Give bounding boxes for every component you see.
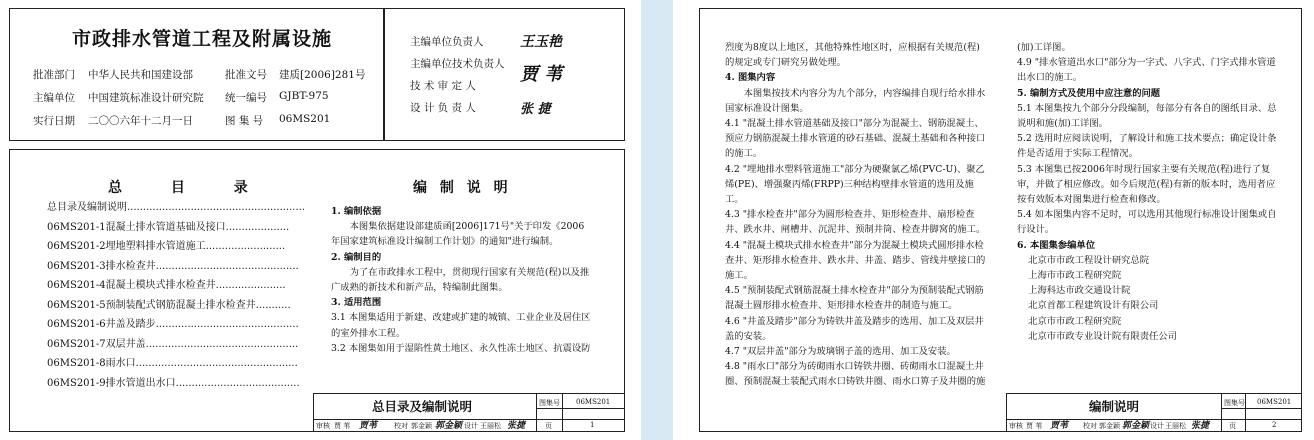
title-block-reviewer-signature: 贾苇 (1050, 421, 1069, 431)
title-block-page-no: 2 (1272, 421, 1277, 429)
paragraph: 5.3 本图集已按2006年时现行国家主要有关规范(程)进行了复审，并做了相应修改。如今后规范(程)有新的版本时，选用者应按有效版本对图集进行检查和修改。 (1017, 163, 1276, 206)
approval-no: 建质[2006]281号 (279, 69, 366, 81)
title-block-designer: 王丽松 (480, 422, 501, 430)
atlas-no: 06MS201 (279, 113, 331, 125)
signature-3: 张 捷 (520, 102, 551, 117)
toc-item: 06MS201-1 混凝土排水管道基础及接口 .................... (47, 221, 290, 233)
atlas-no-label: 图 集 号 (225, 115, 264, 127)
title-block-atlas-no: 06MS201 (576, 398, 611, 406)
role-tech-chief: 主编单位技术负责人 (410, 58, 505, 70)
title-block-designer: 王丽松 (1165, 422, 1186, 430)
editor-unit-label: 主编单位 (33, 92, 75, 104)
page-1 (0, 0, 641, 440)
title-block-page-no: 1 (590, 421, 595, 429)
title-block-reviewer: 贾 苇 (1026, 422, 1043, 430)
paragraph: 烈度为8度以上地区，其他特殊性地区时，应根据有关规范(程)的规定或专门研究另做处理。 (725, 42, 980, 69)
paragraph: 3. 适用范围 (331, 297, 382, 309)
toc-item: 06MS201-6 井盖及踏步 ............................................. (47, 319, 299, 330)
approval-no-label: 批准文号 (225, 69, 267, 81)
title-block-reviewer: 贾 苇 (334, 422, 351, 430)
title-block (1006, 393, 1302, 432)
title-block-checker-signature: 郭金颖 (1122, 421, 1150, 431)
participant: 上海市市政工程研究院 (1028, 270, 1122, 282)
participant: 北京市市政专业设计院有限责任公司 (1028, 330, 1177, 342)
toc-item: 06MS201-7 双层井盖 ................................................ (47, 338, 299, 350)
paragraph: 5. 编制方式及使用中应注意的问题 (1017, 87, 1161, 99)
right-column (1017, 40, 1281, 344)
participant: 北京市市政工程设计研究总院 (1028, 254, 1150, 266)
paragraph: (加)工详图。 (1017, 42, 1071, 53)
approval-dept: 中华人民共和国建设部 (88, 69, 193, 81)
page-2 (673, 0, 1314, 440)
effective-date: 二〇〇六年十二月一日 (88, 115, 193, 127)
paragraph: 4.2 "埋地排水塑料管道施工"部分为硬聚氯乙烯(PVC-U)、聚乙烯(PE)、增强聚丙烯(FRPP)三种结构壁排水管道的选用及施工。 (725, 163, 985, 206)
paragraph: 3.2 本图集如用于湿陷性黄土地区、永久性冻土地区、抗震设防 (331, 342, 591, 354)
paragraph: 4.8 "雨水口"部分为砖砌雨水口铸铁井圈、砖砌雨水口混凝土井圈、预制混凝土装配式雨水口铸铁井圈、雨水口箅子及井圈的施 (725, 361, 986, 388)
paragraph: 4.4 "混凝土模块式排水检查井"部分为混凝土模块式圆形排水检查井、矩形排水检查井、跌水井、井盖、踏步、管线井壁接口的施工。 (725, 239, 986, 282)
paragraph: 4.3 "排水检查井"部分为圆形检查井、矩形检查井、扇形检查井、跌水井、闸槽井、沉泥井、预制井筒、检查井脚窝的施工。 (725, 209, 986, 236)
toc-item: 06MS201-8 雨水口 ................................................... (47, 358, 298, 369)
toc-list (47, 198, 306, 393)
paragraph: 2. 编制目的 (331, 251, 382, 263)
title-block-page-label: 页 (1229, 422, 1236, 430)
paragraph: 为了在市政排水工程中，贯彻现行国家有关规范(程)以及推广成熟的新技术和新产品，特编制此图集。 (331, 266, 590, 294)
paragraph: 6. 本图集参编单位 (1017, 239, 1096, 251)
toc-item: 06MS201-9 排水管道出水口 ....................................... (47, 377, 300, 389)
editor-unit: 中国建筑标准设计研究院 (88, 92, 204, 104)
title-block-page-label: 页 (545, 422, 552, 430)
paragraph: 本图集按技术内容分为九个部分，内容编排自现行给水排水国家标准设计图集。 (725, 87, 986, 114)
paragraph: 3.1 本图集适用于新建、改建或扩建的城镇、工业企业及居住区的室外排水工程。 (331, 312, 591, 339)
title-block-designer-signature: 张捷 (507, 421, 526, 431)
title-block-title: 编制说明 (1089, 399, 1140, 414)
paragraph: 1. 编制依据 (331, 206, 382, 217)
title-block-reviewer-signature: 贾苇 (359, 421, 378, 431)
title-block-check-label: 校对 (394, 422, 408, 430)
role-tech-reviewer: 技 术 审 定 人 (410, 80, 476, 92)
paragraph: 本图集依据建设部建质函[2006]171号"关于印发《2006年国家建筑标准设计编制工作计划》的通知"进行编制。 (331, 221, 585, 248)
role-chief-editor: 主编单位负责人 (410, 36, 484, 48)
paragraph: 5.2 选用时应阅读说明，了解设计和施工技术要点；确定设计条件是否适用于实际工程情况。 (1017, 133, 1277, 160)
signature-1: 王玉艳 (520, 34, 562, 50)
desc-title: 编 制 说 明 (413, 180, 512, 196)
paragraph: 4.6 "井盖及踏步"部分为铸铁井盖及踏步的选用、加工及双层井盖的安装。 (725, 315, 984, 342)
desc-body (331, 204, 593, 356)
title-block-checker: 郭金颖 (411, 422, 432, 430)
approval-dept-label: 批准部门 (33, 69, 75, 81)
title-block-designer-signature: 张捷 (1191, 421, 1210, 431)
role-design-chief: 设 计 负 责 人 (410, 102, 476, 114)
unified-no: GJBT-975 (279, 90, 329, 102)
paragraph: 4.7 "双层井盖"部分为玻璃钢子盖的选用、加工及安装。 (725, 346, 956, 358)
title-block-atlas-label: 图集号 (539, 399, 560, 407)
participant: 北京市市政工程研究院 (1028, 315, 1122, 327)
title-block-check-label: 校对 (1083, 422, 1097, 430)
title-block (313, 393, 625, 432)
title-block-review-label: 审核 (316, 422, 330, 430)
unified-no-label: 统一编号 (225, 92, 267, 104)
participant: 上海科达市政交通设计院 (1028, 285, 1131, 297)
title-block-review-label: 审核 (1009, 422, 1023, 430)
signature-2: 贾 苇 (520, 64, 563, 85)
title-block-title: 总目录及编制说明 (372, 399, 473, 414)
toc-item: 06MS201-2 埋地塑料排水管道施工 ......................... (47, 241, 286, 252)
paragraph: 5.4 如本图集内容不足时，可以选用其他现行标准设计图集或自行设计。 (1017, 209, 1277, 236)
toc-item: 06MS201-3 排水检查井 ............................................. (47, 260, 299, 272)
title-block-atlas-no: 06MS201 (1257, 398, 1292, 406)
paragraph: 4.9 "排水管道出水口"部分为一字式、八字式、门字式排水管道出水口的施工。 (1017, 57, 1276, 84)
atlas-title: 市政排水管道工程及附属设施 (72, 28, 333, 50)
paragraph: 4.5 "预制装配式钢筋混凝土排水检查井"部分为预制装配式钢筋混凝土圆形排水检查井、矩形排水检查井的制造与施工。 (725, 285, 984, 312)
paragraph: 5.1 本图集按九个部分分段编制，每部分有各自的图纸目录、总说明和施(加)工详图。 (1017, 102, 1277, 130)
toc-item: 总目录及编制说明 ........................................................ (47, 202, 306, 213)
effective-date-label: 实行日期 (33, 115, 75, 127)
toc-item: 06MS201-4 混凝土模块式排水检查井 ...................... (47, 280, 286, 291)
title-block-checker: 郭金颖 (1099, 422, 1120, 430)
responsible-persons-frame (384, 8, 625, 141)
left-column (725, 40, 989, 390)
title-block-design-label: 设计 (1150, 422, 1164, 430)
participant: 北京首都工程建筑设计有限公司 (1028, 300, 1159, 312)
toc-item: 06MS201-5 预制装配式钢筋混凝土排水检查井 ........... (47, 299, 291, 311)
paragraph: 4. 图集内容 (725, 72, 776, 84)
paragraph: 4.1 "混凝土排水管道基础及接口"部分为混凝土、钢筋混凝土、预应力钢筋混凝土排水管道的砂石基础、混凝土基础和各种接口的施工。 (725, 118, 986, 160)
title-block-atlas-label: 图集号 (1224, 399, 1245, 407)
title-block-design-label: 设计 (464, 422, 478, 430)
toc-title: 总 目 录 (108, 180, 270, 196)
title-block-checker-signature: 郭金颖 (435, 421, 463, 431)
